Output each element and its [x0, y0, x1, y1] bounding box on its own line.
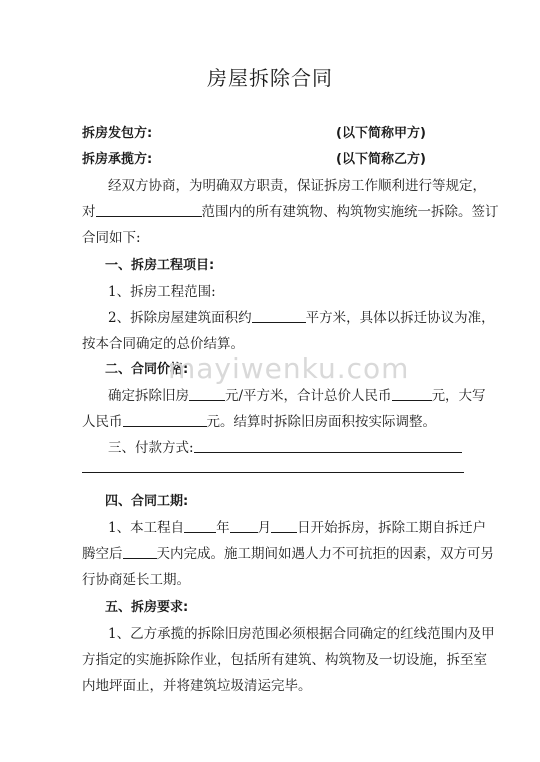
intro-line-2-pre: 对 [82, 204, 96, 220]
section-2-line-2-a: 人民币 [82, 414, 123, 430]
document-title: 房屋拆除合同 [207, 66, 333, 90]
section-4-line-3: 行协商延长工期。 [82, 572, 190, 588]
total-price-blank [392, 386, 432, 401]
section-1-item-2-cont: 按本合同确定的总价结算。 [82, 336, 244, 352]
section-1-item-2-post: 平方米，具体以拆迁协议为准， [305, 310, 495, 326]
area-blank [252, 308, 306, 323]
watermark-text: mayiwenku.com [168, 352, 410, 385]
section-4-line-1-c: 月 [257, 520, 272, 536]
intro-line-2 [82, 202, 499, 222]
start-month-blank [230, 518, 258, 533]
section-4-line-2-a: 腾空后 [82, 546, 123, 562]
section-1-item-1: 1、拆房工程范围: [108, 284, 216, 300]
section-4-line-1 [108, 518, 486, 538]
section-5-line-3: 内地坪面止，并将建筑垃圾清运完毕。 [82, 678, 312, 694]
amount-in-words-blank [123, 412, 207, 427]
section-2-heading: 二、合同价格: [105, 362, 189, 377]
section-1-item-2-pre: 2、拆除房屋建筑面积约 [108, 310, 252, 326]
section-5-line-1: 1、乙方承揽的拆除旧房范围必须根据合同确定的红线范围内及甲 [108, 626, 495, 642]
section-5-heading: 五、拆房要求: [105, 600, 189, 615]
section-2-line-1-b: 元/平方米，合计总价人民币 [225, 388, 392, 404]
start-year-blank [184, 518, 216, 533]
unit-price-blank [189, 386, 225, 401]
party-b-note: (以下简称乙方) [336, 152, 426, 167]
section-2-line-2 [82, 412, 436, 432]
section-4-line-1-d: 日开始拆房，拆除工期自拆迁户 [297, 520, 487, 536]
section-4-line-1-a: 1、本工程自 [108, 520, 185, 536]
scope-blank [96, 202, 202, 217]
party-a-note: (以下简称甲方) [336, 126, 426, 141]
section-3-line [108, 438, 462, 458]
section-2-line-1-c: 元，大写 [431, 388, 486, 404]
section-1-heading: 一、拆房工程项目: [105, 258, 215, 273]
section-4-line-2 [82, 544, 494, 564]
party-b-label: 拆房承揽方: [82, 152, 153, 167]
section-5-line-2: 方指定的实施拆除作业，包括所有建筑、构筑物及一切设施，拆至室 [82, 652, 487, 668]
start-day-blank [271, 518, 297, 533]
payment-method-blank [194, 438, 462, 453]
payment-method-rule [82, 472, 464, 473]
section-4-heading: 四、合同工期: [105, 494, 189, 509]
section-2-line-2-b: 元。结算时拆除旧房面积按实际调整。 [206, 414, 436, 430]
intro-line-1: 经双方协商，为明确双方职责，保证拆房工作顺利进行等规定， [108, 178, 486, 194]
section-4-line-2-b: 天内完成。施工期间如遇人力不可抗拒的因素，双方可另 [156, 546, 494, 562]
section-1-item-2 [108, 308, 495, 328]
party-a-label: 拆房发包方: [82, 126, 153, 141]
days-blank [123, 544, 157, 559]
intro-line-3: 合同如下: [82, 230, 141, 246]
section-2-line-1 [108, 386, 486, 406]
section-3-label: 三、付款方式: [108, 440, 194, 456]
intro-line-2-post: 范围内的所有建筑物、构筑物实施统一拆除。签订 [201, 204, 499, 220]
section-2-line-1-a: 确定拆除旧房 [108, 388, 189, 404]
section-4-line-1-b: 年 [216, 520, 230, 536]
